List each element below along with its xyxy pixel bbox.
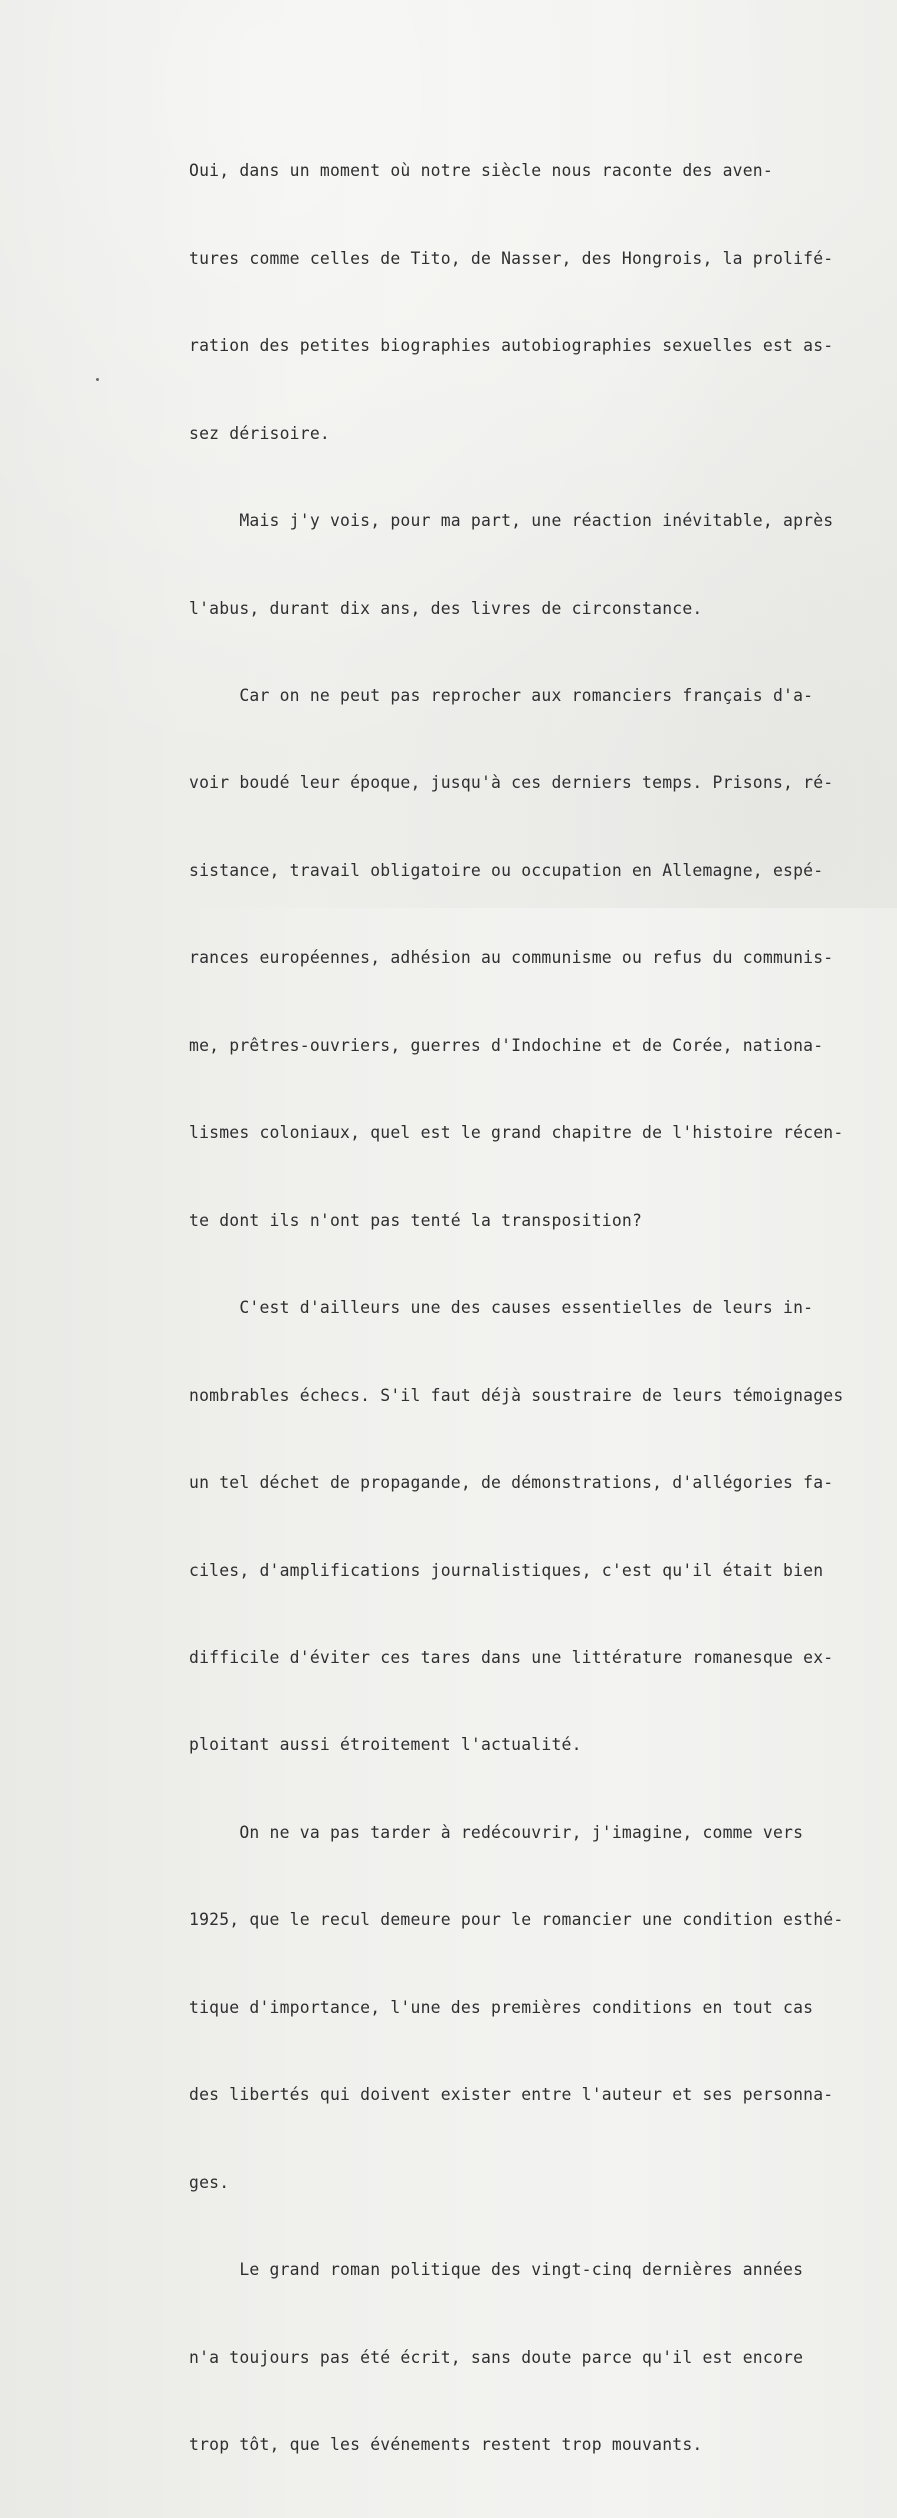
- text-line: Oui, dans un moment où notre siècle nous raconte des aven-: [189, 161, 773, 181]
- text-line: des libertés qui doivent exister entre l'auteur et ses personna-: [189, 2085, 834, 2105]
- text-line: Car on ne peut pas reprocher aux romanciers français d'a-: [189, 686, 814, 706]
- text-line: Mais j'y vois, pour ma part, une réaction inévitable, après: [189, 511, 834, 531]
- text-line: ration des petites biographies autobiographies sexuelles est as-: [189, 336, 834, 356]
- text-line: sistance, travail obligatoire ou occupation en Allemagne, espé-: [189, 860, 824, 880]
- text-line: lismes coloniaux, quel est le grand chapitre de l'histoire récen-: [189, 1123, 844, 1143]
- text-line: Le grand roman politique des vingt-cinq dernières années: [189, 2260, 804, 2280]
- text-line: ciles, d'amplifications journalistiques, c'est qu'il était bien: [189, 1560, 824, 1580]
- text-line: un tel déchet de propagande, de démonstrations, d'allégories fa-: [189, 1473, 834, 1493]
- paper-speck: [96, 378, 99, 381]
- typed-text-block: [189, 98, 869, 2518]
- text-line: 1925, que le recul demeure pour le romancier une condition esthé-: [189, 1910, 844, 1930]
- text-line: sez dérisoire.: [189, 423, 330, 443]
- text-line: ploitant aussi étroitement l'actualité.: [189, 1735, 582, 1755]
- text-line: me, prêtres-ouvriers, guerres d'Indochine et de Corée, nationa-: [189, 1035, 824, 1055]
- text-line: trop tôt, que les événements restent trop mouvants.: [189, 2435, 703, 2455]
- text-line: On ne va pas tarder à redécouvrir, j'imagine, comme vers: [189, 1822, 804, 1842]
- text-line: rances européennes, adhésion au communisme ou refus du communis-: [189, 948, 834, 968]
- text-line: difficile d'éviter ces tares dans une littérature romanesque ex-: [189, 1648, 834, 1668]
- text-line: l'abus, durant dix ans, des livres de circonstance.: [189, 598, 703, 618]
- text-line: C'est d'ailleurs une des causes essentielles de leurs in-: [189, 1298, 814, 1318]
- text-line: tique d'importance, l'une des premières conditions en tout cas: [189, 1997, 814, 2017]
- text-line: n'a toujours pas été écrit, sans doute parce qu'il est encore: [189, 2347, 804, 2367]
- text-line: ges.: [189, 2172, 230, 2192]
- text-line: tures comme celles de Tito, de Nasser, des Hongrois, la prolifé-: [189, 248, 834, 268]
- text-line: nombrables échecs. S'il faut déjà soustraire de leurs témoignages: [189, 1385, 844, 1405]
- text-line: te dont ils n'ont pas tenté la transposition?: [189, 1210, 643, 1230]
- text-line: voir boudé leur époque, jusqu'à ces derniers temps. Prisons, ré-: [189, 773, 834, 793]
